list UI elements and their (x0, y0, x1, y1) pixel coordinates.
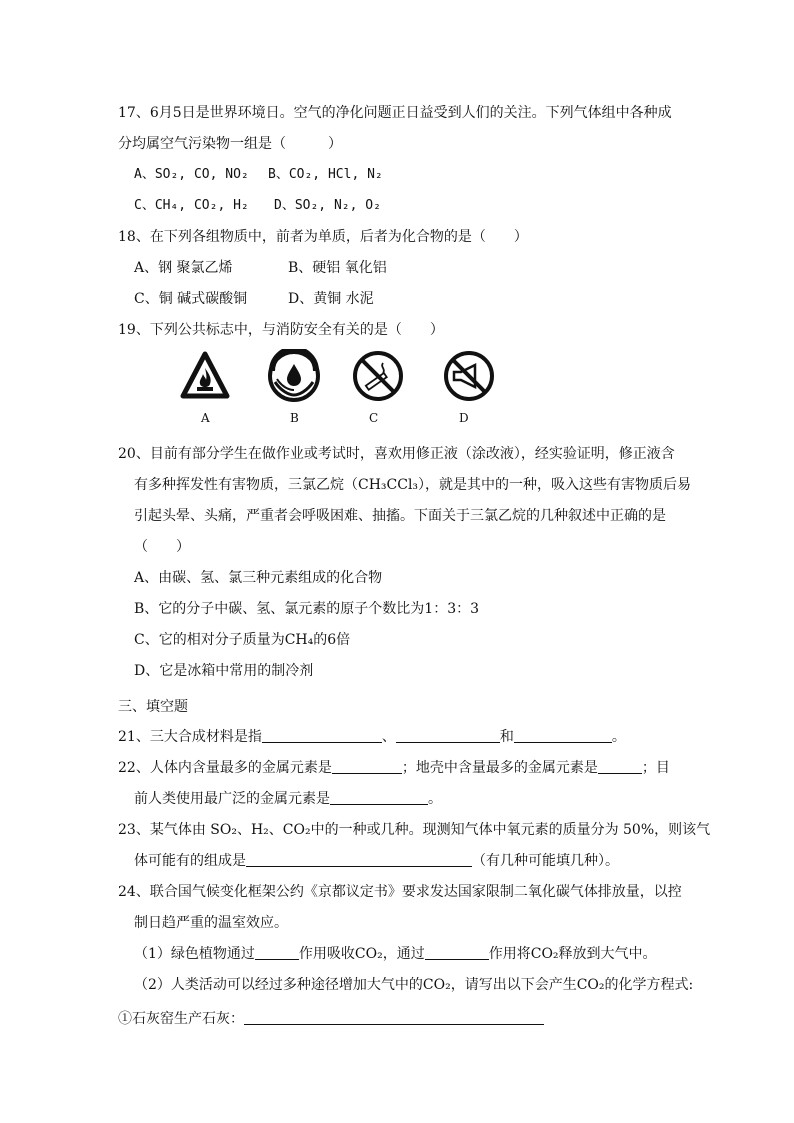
q24-sub1-mid: 作用吸收CO₂，通过 (298, 946, 425, 962)
q21-sep1: 、 (381, 729, 396, 745)
q17-option-b: B、CO₂, HCl, N₂ (268, 167, 383, 182)
q24-sub1 (134, 944, 657, 964)
q17-stem-line1: 17、6月5日是世界环境日。空气的净化问题正日益受到人们的关注。下列气体组中各种成 (118, 105, 672, 121)
flammable-warning-icon (180, 351, 230, 401)
q22-blank-1[interactable] (332, 759, 402, 774)
q24-blank-3[interactable] (244, 1010, 544, 1025)
q24-stem-line1: 24、联合国气候变化框架公约《京都议定书》要求发达国家限制二氧化碳气体排放量，以控 (118, 884, 682, 900)
q18-option-d: D、黄铜 水泥 (288, 291, 374, 307)
q21-line (118, 727, 626, 747)
q22-line2-prefix: 前人类使用最广泛的金属元素是 (134, 791, 330, 807)
section-3-heading: 三、填空题 (118, 699, 188, 715)
q22-end1: ；目 (641, 760, 670, 776)
q22-mid: ；地壳中含量最多的金属元素是 (401, 760, 598, 776)
sign-label-b: B (290, 411, 299, 425)
q24-sub3-prefix: ①石灰窑生产石灰： (118, 1011, 244, 1027)
q20-option-c: C、它的相对分子质量为CH₄的6倍 (134, 632, 351, 648)
q17-option-c: C、CH₄, CO₂, H₂ (134, 198, 249, 213)
q20-stem-line3: 引起头晕、头痛，严重者会呼吸困难、抽搐。下面关于三氯乙烷的几种叙述中正确的是 (134, 508, 666, 524)
sign-label-d: D (459, 411, 469, 425)
q24-blank-2[interactable] (425, 945, 489, 960)
q20-stem-line1: 20、目前有部分学生在做作业或考试时，喜欢用修正液（涂改液），经实验证明，修正液含 (118, 446, 675, 462)
q22-line2 (134, 789, 442, 809)
q18-stem: 18、在下列各组物质中，前者为单质，后者为化合物的是（ ） (118, 229, 528, 245)
q23-line2 (134, 851, 619, 871)
q22-blank-2[interactable] (598, 759, 642, 774)
q20-option-d: D、它是冰箱中常用的制冷剂 (134, 663, 314, 679)
q22-end2: 。 (428, 791, 442, 807)
q17-stem-line2: 分均属空气污染物一组是（ ） (118, 136, 342, 152)
water-saving-icon (267, 349, 321, 403)
sign-label-a: A (201, 411, 210, 425)
q24-sub1-end: 作用将CO₂释放到大气中。 (488, 946, 657, 962)
q20-stem-line4: （ ） (134, 539, 190, 555)
q19-stem: 19、下列公共标志中，与消防安全有关的是（ ） (118, 322, 444, 338)
q23-stem-line1: 23、某气体由 SO₂、H₂、CO₂中的一种或几种。现测知气体中氧元素的质量分为 50%，则该气 (118, 822, 711, 838)
q22-line1 (118, 758, 670, 778)
q23-line2-prefix: 体可能有的组成是 (134, 853, 246, 869)
q20-stem-line2: 有多种挥发性有害物质，三氯乙烷（CH₃CCl₃），就是其中的一种，吸入这些有害物质后易 (134, 477, 692, 493)
q21-sep2: 和 (499, 729, 514, 745)
q24-sub3 (118, 1009, 544, 1029)
q17-option-d: D、SO₂, N₂, O₂ (274, 198, 381, 213)
q20-option-a: A、由碳、氢、氯三种元素组成的化合物 (134, 570, 383, 586)
q18-option-b: B、硬铝 氧化铝 (288, 260, 387, 276)
q21-blank-2[interactable] (396, 728, 500, 743)
q23-blank[interactable] (246, 852, 472, 867)
q18-option-c: C、铜 碱式碳酸铜 (134, 291, 248, 307)
q24-sub1-prefix: （1）绿色植物通过 (134, 946, 255, 962)
q20-option-b: B、它的分子中碳、氢、氯元素的原子个数比为1：3：3 (134, 601, 480, 617)
q22-blank-3[interactable] (330, 790, 428, 805)
q23-line2-end: （有几种可能填几种）。 (472, 853, 619, 869)
q21-prefix: 21、三大合成材料是指 (118, 729, 262, 745)
q24-stem-line2: 制日趋严重的温室效应。 (134, 915, 288, 931)
q21-blank-3[interactable] (514, 728, 612, 743)
no-smoking-icon (351, 349, 405, 403)
q17-option-a: A、SO₂, CO, NO₂ (134, 167, 249, 182)
q18-option-a: A、钢 聚氯乙烯 (134, 260, 233, 276)
q24-sub2: （2）人类活动可以经过多种途径增加大气中的CO₂，请写出以下会产生CO₂的化学方程式: (134, 977, 694, 993)
q24-blank-1[interactable] (255, 945, 299, 960)
q21-blank-1[interactable] (262, 728, 382, 743)
q21-end: 。 (611, 729, 626, 745)
q22-prefix: 22、人体内含量最多的金属元素是 (118, 760, 332, 776)
no-horn-icon (442, 349, 496, 403)
sign-label-c: C (369, 411, 379, 425)
